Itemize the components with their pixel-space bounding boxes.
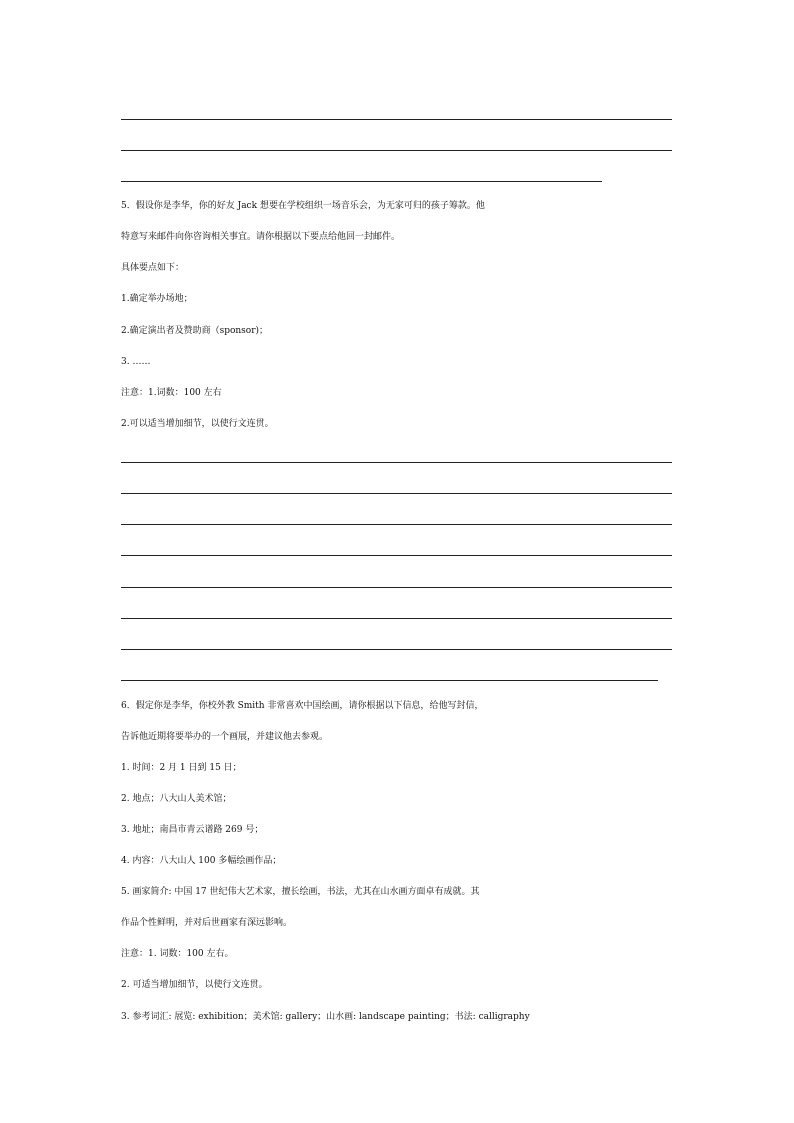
q5-point-3: 3. ……: [121, 357, 151, 367]
answer-line: [121, 587, 672, 588]
answer-line: [121, 119, 672, 120]
q6-item-content: 4. 内容：八大山人 100 多幅绘画作品；: [121, 856, 282, 866]
answer-line: [121, 493, 672, 494]
q6-prompt-line-2: 告诉他近期将要举办的一个画展，并建议他去参观。: [121, 732, 329, 742]
answer-line: [121, 649, 672, 650]
q6-item-address: 3. 地址；南昌市青云谱路 269 号；: [121, 825, 264, 835]
q5-note-1: 注意：1.词数：100 左右: [121, 388, 222, 398]
q6-item-artist-line-2: 作品个性鲜明，并对后世画家有深远影响。: [121, 918, 293, 928]
q5-prompt-line-1: 5．假设你是李华，你的好友 Jack 想要在学校组织一场音乐会，为无家可归的孩子筹款。他: [121, 201, 485, 211]
q5-note-2: 2.可以适当增加细节，以使行文连贯。: [121, 419, 274, 429]
answer-line: [121, 524, 672, 525]
answer-line: [121, 680, 658, 681]
q5-prompt-line-2: 特意写来邮件向你咨询相关事宜。请你根据以下要点给他回一封邮件。: [121, 232, 401, 242]
q6-prompt-line-1: 6．假定你是李华，你校外教 Smith 非常喜欢中国绘画，请你根据以下信息，给他写封信，: [121, 701, 484, 711]
answer-line: [121, 618, 672, 619]
answer-line: [121, 150, 672, 151]
q6-note-2: 2. 可适当增加细节，以使行文连贯。: [121, 980, 268, 990]
q5-point-2: 2.确定演出者及赞助商（sponsor)；: [121, 326, 269, 336]
q6-note-3-vocabulary: 3. 参考词汇: 展览: exhibition；美术馆: gallery；山水画: landscape painting；书法: calligraphy: [121, 1012, 530, 1022]
q5-points-heading: 具体要点如下：: [121, 263, 185, 273]
answer-line: [121, 555, 672, 556]
q6-note-1: 注意：1. 词数：100 左右。: [121, 949, 234, 959]
q6-item-time: 1. 时间：2 月 1 日到 15 日；: [121, 763, 242, 773]
q6-item-place: 2. 地点；八大山人美术馆；: [121, 794, 232, 804]
q5-point-1: 1.确定举办场地；: [121, 294, 193, 304]
answer-line: [121, 181, 602, 182]
q6-item-artist-line-1: 5. 画家简介: 中国 17 世纪伟大艺术家，擅长绘画，书法，尤其在山水画方面卓有成就。其: [121, 887, 480, 897]
answer-line: [121, 462, 672, 463]
